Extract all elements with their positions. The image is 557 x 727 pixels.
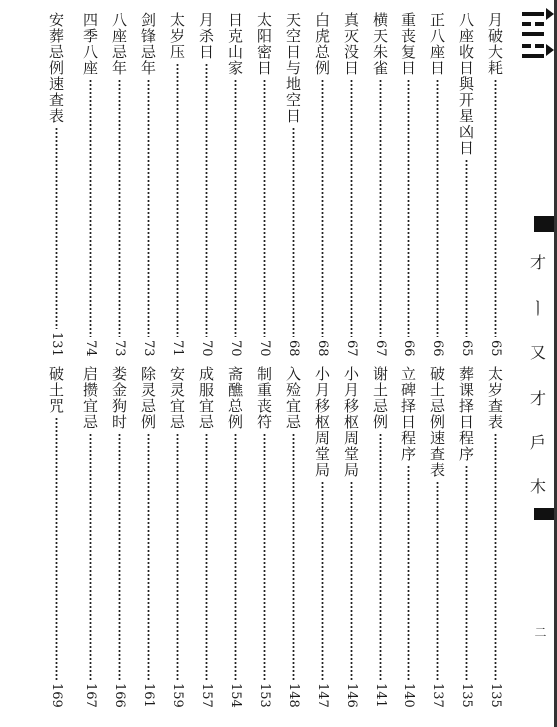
toc-entry[interactable] [254, 366, 274, 708]
toc-entry[interactable] [167, 366, 187, 708]
toc-entry[interactable] [196, 12, 216, 357]
dot-leader [205, 433, 208, 680]
dot-leader [89, 433, 92, 680]
dot-leader [350, 79, 353, 337]
toc-entry-title: 月破大耗 [486, 12, 504, 76]
dot-leader [234, 79, 237, 337]
toc-entry-page: 135 [459, 683, 474, 708]
toc-entry-page: 148 [286, 683, 301, 708]
dot-leader [176, 63, 179, 337]
toc-entry[interactable] [456, 12, 476, 357]
toc-entry-page: 166 [112, 683, 127, 708]
toc-entry-page: 154 [228, 683, 243, 708]
header-strip [518, 0, 557, 727]
dot-leader [494, 433, 497, 680]
toc-entry-page: 153 [257, 683, 272, 708]
toc-entry-title: 太阳密日 [255, 12, 273, 76]
dot-leader [205, 63, 208, 337]
toc-entry[interactable] [138, 366, 158, 708]
toc-entry[interactable] [46, 12, 66, 357]
toc-entry-page: 65 [488, 340, 503, 357]
toc-entry-page: 141 [373, 683, 388, 708]
toc-entry-title: 小月移枢周堂局 [313, 366, 331, 478]
toc-entry-title: 八座收日與开星凶日 [457, 12, 475, 156]
dot-leader [436, 481, 439, 680]
dot-leader [407, 465, 410, 680]
toc-entry-page: 68 [315, 340, 330, 357]
toc-entry-title: 启攒宜忌 [81, 366, 99, 430]
toc-entry[interactable] [485, 12, 505, 357]
header-char: 才 [529, 253, 546, 272]
toc-entry-page: 73 [141, 340, 156, 357]
dot-leader [465, 465, 468, 680]
toc-entry-page: 70 [228, 340, 243, 357]
toc-entry-title: 重丧复日 [399, 12, 417, 76]
header-char: 又 [529, 343, 546, 362]
dot-leader [55, 417, 58, 680]
toc-entry-title: 太岁查表 [486, 366, 504, 430]
toc-entry-title: 白虎总例 [313, 12, 331, 76]
toc-entry[interactable] [485, 366, 505, 708]
toc-entry-title: 横天朱雀 [371, 12, 389, 76]
toc-entry[interactable] [80, 366, 100, 708]
dot-leader [55, 127, 58, 329]
toc-entry-title: 成服宜忌 [197, 366, 215, 430]
toc-entry[interactable] [225, 366, 245, 708]
toc-entry[interactable] [341, 12, 361, 357]
toc-entry-title: 谢土忌例 [371, 366, 389, 430]
dot-leader [118, 433, 121, 680]
toc-entry-page: 67 [373, 340, 388, 357]
dot-leader [436, 79, 439, 337]
toc-entry-title: 安灵宜忌 [168, 366, 186, 430]
toc-entry-page: 146 [344, 683, 359, 708]
toc-entry-title: 安葬忌例速查表 [47, 12, 65, 124]
toc-entry-page: 161 [141, 683, 156, 708]
toc-entry-page: 68 [286, 340, 301, 357]
toc-entry[interactable] [398, 366, 418, 708]
toc-entry-page: 137 [430, 683, 445, 708]
toc-entry[interactable] [283, 366, 303, 708]
toc-entry-title: 娄金狗时 [110, 366, 128, 430]
toc-entry-title: 四季八座 [81, 12, 99, 76]
dot-leader [89, 79, 92, 337]
toc-entry[interactable] [138, 12, 158, 357]
toc-entry-page: 159 [170, 683, 185, 708]
toc-entry-page: 65 [459, 340, 474, 357]
toc-entry-title: 月杀日 [197, 12, 215, 60]
toc-entry-page: 169 [49, 683, 64, 708]
toc-entry-title: 葬课择日程序 [457, 366, 475, 462]
dot-leader [234, 433, 237, 680]
toc-entry[interactable] [109, 366, 129, 708]
toc-entry-page: 140 [401, 683, 416, 708]
toc-entry-title: 正八座日 [428, 12, 446, 76]
toc-entry-title: 破土忌例速查表 [428, 366, 446, 478]
toc-entry-title: 小月移枢周堂局 [342, 366, 360, 478]
toc-entry[interactable] [80, 12, 100, 357]
toc-entry[interactable] [109, 12, 129, 357]
dot-leader [350, 481, 353, 680]
toc-entry-page: 67 [344, 340, 359, 357]
toc-entry[interactable] [427, 366, 447, 708]
toc-entry-page: 135 [488, 683, 503, 708]
toc-entry[interactable] [341, 366, 361, 708]
toc-entry-title: 真灭没日 [342, 12, 360, 76]
toc-entry[interactable] [370, 12, 390, 357]
toc-entry[interactable] [427, 12, 447, 357]
toc-entry[interactable] [398, 12, 418, 357]
dot-leader [292, 127, 295, 337]
toc-entry-title: 立碑择日程序 [399, 366, 417, 462]
dot-leader [379, 79, 382, 337]
toc-entry-page: 66 [430, 340, 445, 357]
dot-leader [292, 433, 295, 680]
toc-entry-page: 73 [112, 340, 127, 357]
toc-entry[interactable] [46, 366, 66, 708]
header-char: ㅣ [530, 299, 546, 318]
toc-entry-page: 147 [315, 683, 330, 708]
toc-entry-title: 剑锋忌年 [139, 12, 157, 76]
dot-leader [176, 433, 179, 680]
dot-leader [147, 433, 150, 680]
toc-entry-title: 八座忌年 [110, 12, 128, 76]
toc-entry[interactable] [312, 366, 332, 708]
toc-entry-page: 66 [401, 340, 416, 357]
toc-entry[interactable] [167, 12, 187, 357]
toc-entry-title: 除灵忌例 [139, 366, 157, 430]
toc-entry[interactable] [312, 12, 332, 357]
dot-leader [321, 79, 324, 337]
toc-entry-page: 131 [49, 332, 64, 357]
toc-entry-page: 167 [83, 683, 98, 708]
toc-entry-page: 157 [199, 683, 214, 708]
toc-entry[interactable] [370, 366, 390, 708]
header-char: 戶 [529, 433, 546, 452]
dot-leader [147, 79, 150, 337]
toc-entry-title: 入殓宜忌 [284, 366, 302, 430]
dot-leader [494, 79, 497, 337]
dot-leader [379, 433, 382, 680]
toc-entry-page: 70 [257, 340, 272, 357]
toc-entry-title: 破土咒 [47, 366, 65, 414]
toc-entry-page: 70 [199, 340, 214, 357]
toc-entry-title: 日克山家 [226, 12, 244, 76]
toc-entry[interactable] [225, 12, 245, 357]
toc-entry-title: 天空日与地空日 [284, 12, 302, 124]
toc-entry-page: 74 [83, 340, 98, 357]
toc-entry-title: 斋醮总例 [226, 366, 244, 430]
toc-entry-title: 制重丧符 [255, 366, 273, 430]
toc-entry[interactable] [456, 366, 476, 708]
toc-entry-page: 71 [170, 340, 185, 357]
dot-leader [321, 481, 324, 680]
side-page-mark: 二 [533, 626, 547, 638]
toc-entry-title: 太岁压 [168, 12, 186, 60]
header-char: 木 [529, 477, 546, 496]
dot-leader [263, 433, 266, 680]
header-char: 才 [529, 389, 546, 408]
dot-leader [465, 159, 468, 337]
dot-leader [263, 79, 266, 337]
toc-entry[interactable] [254, 12, 274, 357]
dot-leader [118, 79, 121, 337]
trigram-logo-icon [518, 4, 557, 68]
toc-entry[interactable] [196, 366, 216, 708]
toc-entry[interactable] [283, 12, 303, 357]
dot-leader [407, 79, 410, 337]
